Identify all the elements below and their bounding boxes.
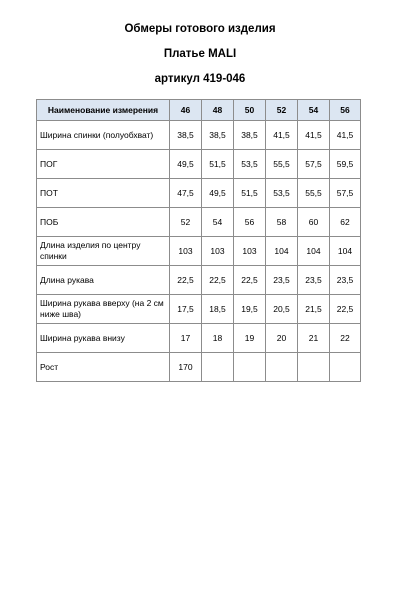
measurement-value: 19,5: [234, 295, 266, 324]
size-header: 46: [170, 100, 202, 121]
measurement-value: 58: [266, 208, 298, 237]
measurement-name: Рост: [37, 353, 170, 382]
measurement-name-header: Наименование измерения: [37, 100, 170, 121]
measurement-value: 41,5: [266, 121, 298, 150]
measurement-value: 56: [234, 208, 266, 237]
measurement-value: 17,5: [170, 295, 202, 324]
measurement-value: 53,5: [234, 150, 266, 179]
measurement-value: 38,5: [202, 121, 234, 150]
measurement-value: 104: [330, 237, 361, 266]
measurements-table: [36, 99, 361, 382]
measurement-value: [298, 353, 330, 382]
measurement-value: 104: [298, 237, 330, 266]
measurement-value: 38,5: [170, 121, 202, 150]
table-row: [37, 266, 361, 295]
measurement-value: 60: [298, 208, 330, 237]
table-row: [37, 150, 361, 179]
measurement-value: 22,5: [330, 295, 361, 324]
measurement-name: Ширина спинки (полуобхват): [37, 121, 170, 150]
measurement-value: 23,5: [330, 266, 361, 295]
measurement-value: [202, 353, 234, 382]
table-row: [37, 121, 361, 150]
table-row: [37, 208, 361, 237]
measurement-name: Длина рукава: [37, 266, 170, 295]
measurement-value: 51,5: [202, 150, 234, 179]
measurement-value: 103: [202, 237, 234, 266]
product-name: Платье MALI: [163, 48, 237, 60]
table-row: [37, 295, 361, 324]
measurement-value: 59,5: [330, 150, 361, 179]
measurement-value: 41,5: [298, 121, 330, 150]
measurement-value: 54: [202, 208, 234, 237]
measurement-value: 20,5: [266, 295, 298, 324]
measurement-value: 49,5: [170, 150, 202, 179]
size-header: 50: [234, 100, 266, 121]
measurement-value: 103: [234, 237, 266, 266]
measurement-name: ПОБ: [37, 208, 170, 237]
measurement-value: 22,5: [170, 266, 202, 295]
table-header-row: [37, 100, 361, 121]
measurement-value: 57,5: [330, 179, 361, 208]
size-header: 48: [202, 100, 234, 121]
document-title: Обмеры готового изделия: [124, 23, 276, 35]
measurement-name: Длина изделия по центру спинки: [37, 237, 170, 266]
measurement-value: [266, 353, 298, 382]
measurement-value: 170: [170, 353, 202, 382]
measurement-name: Ширина рукава внизу: [37, 324, 170, 353]
measurement-value: 47,5: [170, 179, 202, 208]
measurement-value: 21,5: [298, 295, 330, 324]
measurement-value: 57,5: [298, 150, 330, 179]
document-header: [0, 22, 400, 86]
measurement-value: 22,5: [202, 266, 234, 295]
table-row: [37, 324, 361, 353]
measurement-value: 23,5: [266, 266, 298, 295]
measurement-value: 41,5: [330, 121, 361, 150]
measurement-value: 53,5: [266, 179, 298, 208]
measurement-value: 22,5: [234, 266, 266, 295]
measurement-value: 49,5: [202, 179, 234, 208]
size-header: 56: [330, 100, 361, 121]
measurement-value: 21: [298, 324, 330, 353]
measurement-value: 19: [234, 324, 266, 353]
measurement-value: 103: [170, 237, 202, 266]
measurement-value: 55,5: [266, 150, 298, 179]
measurement-value: 20: [266, 324, 298, 353]
table-row: [37, 179, 361, 208]
measurement-value: 55,5: [298, 179, 330, 208]
article-number: артикул 419-046: [154, 73, 246, 85]
measurement-value: 18,5: [202, 295, 234, 324]
measurement-name: ПОГ: [37, 150, 170, 179]
measurement-value: 38,5: [234, 121, 266, 150]
measurement-value: 62: [330, 208, 361, 237]
measurement-value: [330, 353, 361, 382]
measurement-value: 51,5: [234, 179, 266, 208]
measurement-value: 104: [266, 237, 298, 266]
measurement-value: 52: [170, 208, 202, 237]
measurement-value: 22: [330, 324, 361, 353]
measurement-value: [234, 353, 266, 382]
measurement-value: 17: [170, 324, 202, 353]
table-row: [37, 353, 361, 382]
size-header: 52: [266, 100, 298, 121]
measurement-value: 23,5: [298, 266, 330, 295]
size-header: 54: [298, 100, 330, 121]
measurement-name: Ширина рукава вверху (на 2 см ниже шва): [37, 295, 170, 324]
measurement-name: ПОТ: [37, 179, 170, 208]
measurement-value: 18: [202, 324, 234, 353]
table-row: [37, 237, 361, 266]
